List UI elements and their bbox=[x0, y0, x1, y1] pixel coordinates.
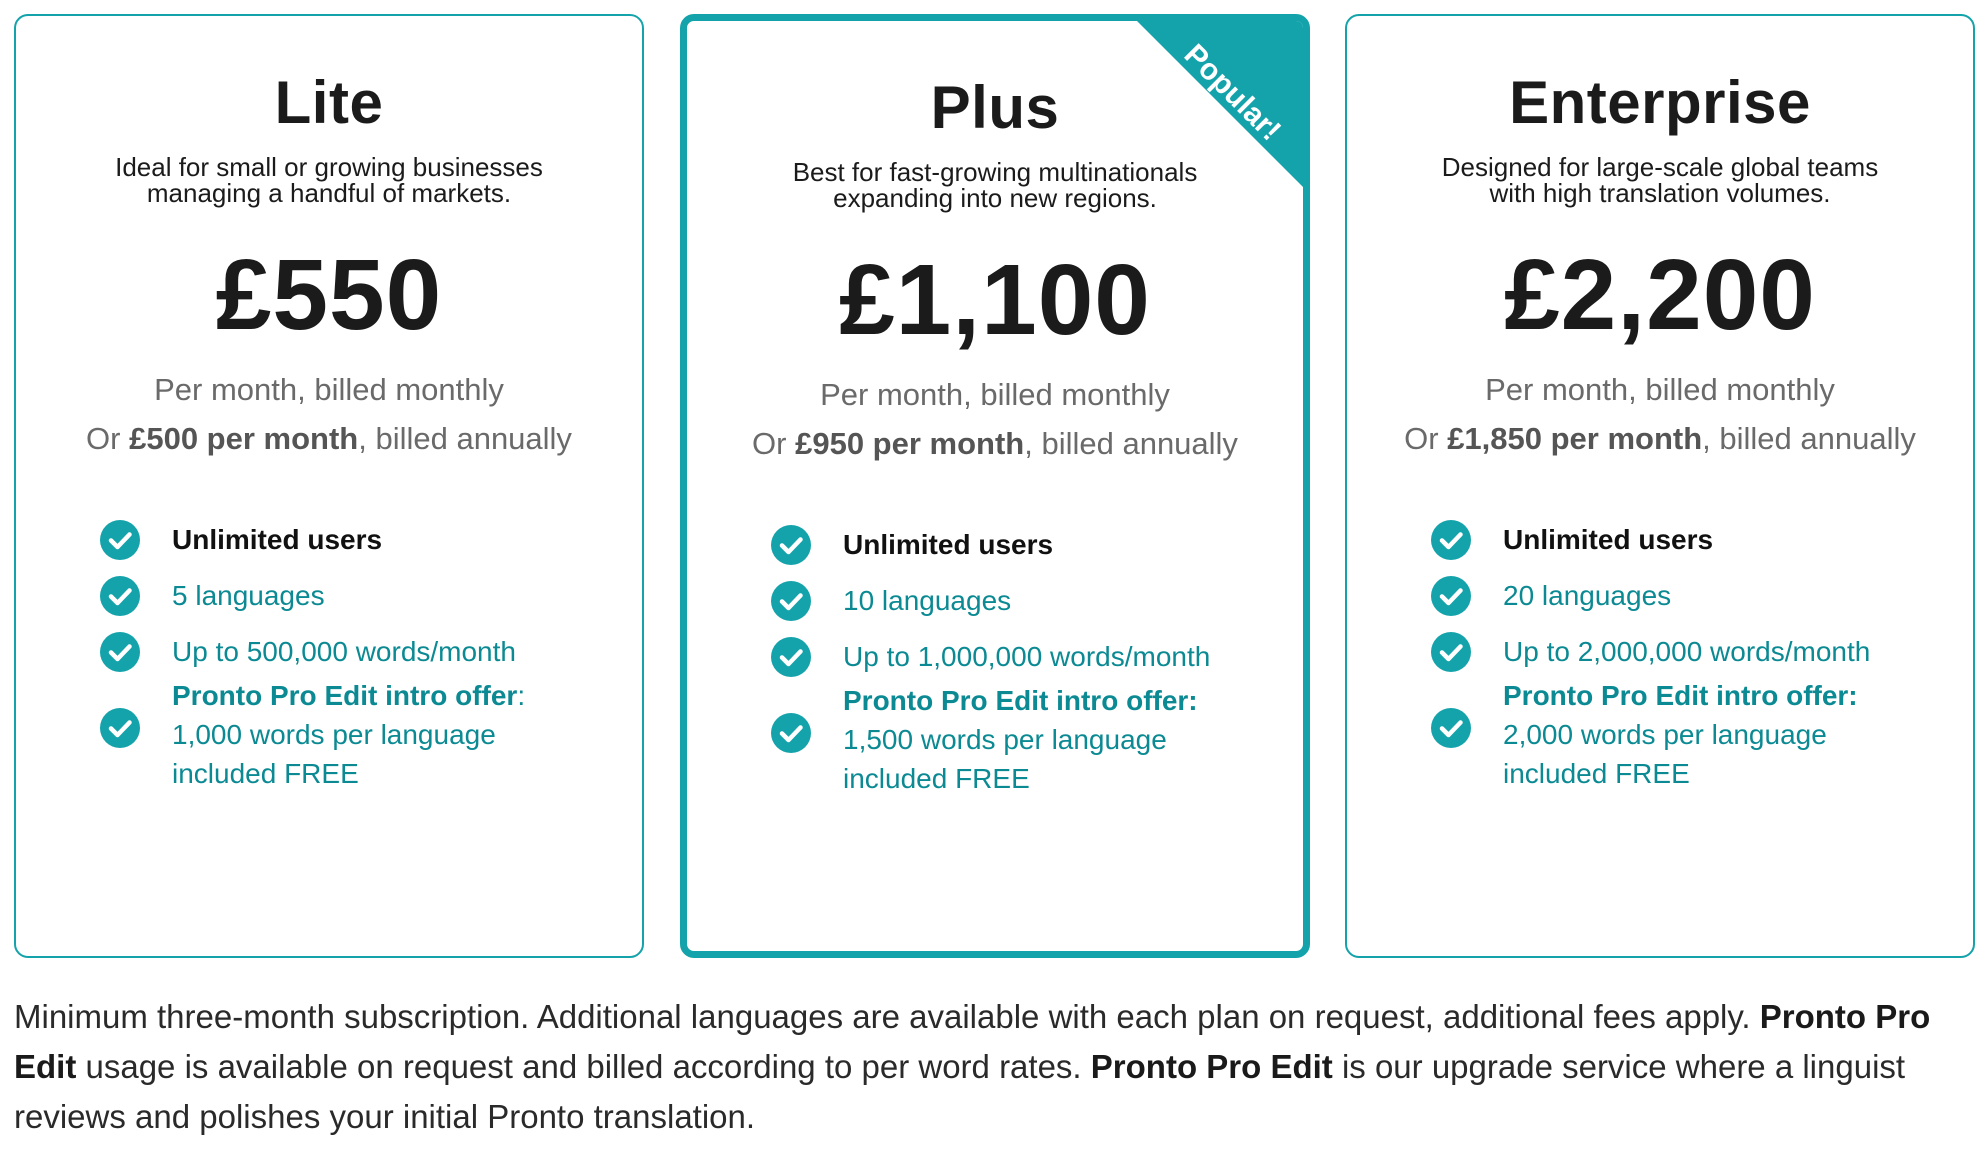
check-circle-icon bbox=[1431, 632, 1471, 672]
plan-description: Ideal for small or growing businesses managing a handful of markets. bbox=[115, 152, 543, 208]
plan-price: £550 bbox=[215, 239, 443, 351]
billing-annual-text: Or £950 per month, billed annually bbox=[752, 426, 1238, 461]
subscription-footnote: Minimum three-month subscription. Additional languages are available with each plan on request, additional fees apply. Pronto Pro Edit usage is available on request and billed according to per word rates. Pronto Pro Edit is our upgrade service where a linguist reviews and polishes your initial Pronto translation. bbox=[14, 998, 1931, 1135]
billing-monthly-text: Per month, billed monthly bbox=[820, 377, 1170, 412]
plan-card-lite: Lite Ideal for small or growing businesses managing a handful of markets. £550 Per month, billed monthly Or £500 per month, billed annually Unlimited users 5 languages Up to 500,000 words/month Pronto Pro Edit intro offer: 1,000 words per language included FREE bbox=[14, 14, 644, 958]
plan-card-enterprise: Enterprise Designed for large-scale global teams with high translation volumes. £2,200 Per month, billed monthly Or £1,850 per month, billed annually Unlimited users 20 languages Up to 2,000,000 words/month Pronto Pro Edit intro offer: 2,000 words per language included FREE bbox=[1345, 14, 1975, 958]
billing-monthly-text: Per month, billed monthly bbox=[154, 372, 504, 407]
plan-description: Best for fast-growing multinationals expanding into new regions. bbox=[792, 157, 1198, 213]
check-circle-icon bbox=[100, 520, 140, 560]
popular-badge-label: Popular! bbox=[1177, 37, 1288, 148]
check-circle-icon bbox=[1431, 520, 1471, 560]
plan-name: Enterprise bbox=[1509, 69, 1811, 136]
plan-price: £2,200 bbox=[1504, 239, 1816, 351]
check-circle-icon bbox=[771, 637, 811, 677]
plan-name: Lite bbox=[274, 69, 384, 136]
check-circle-icon bbox=[100, 632, 140, 672]
check-circle-icon bbox=[100, 708, 140, 748]
check-circle-icon bbox=[771, 525, 811, 565]
check-circle-icon bbox=[100, 576, 140, 616]
billing-monthly-text: Per month, billed monthly bbox=[1485, 372, 1835, 407]
popular-ribbon bbox=[1110, 14, 1310, 214]
billing-annual-text: Or £1,850 per month, billed annually bbox=[1404, 421, 1916, 456]
plan-description: Designed for large-scale global teams with high translation volumes. bbox=[1441, 152, 1879, 208]
plan-name: Plus bbox=[930, 74, 1060, 141]
check-circle-icon bbox=[771, 581, 811, 621]
check-circle-icon bbox=[771, 713, 811, 753]
check-circle-icon bbox=[1431, 708, 1471, 748]
plan-card-plus: Plus Best for fast-growing multinationals expanding into new regions. £1,100 Per month, billed monthly Or £950 per month, billed annually Unlimited users 10 languages Up to 1,000,000 words/month Pronto Pro Edit intro offer: 1,500 words per language included FREE Popular! bbox=[680, 14, 1310, 958]
billing-annual-text: Or £500 per month, billed annually bbox=[86, 421, 572, 456]
check-circle-icon bbox=[1431, 576, 1471, 616]
plan-price: £1,100 bbox=[839, 244, 1151, 356]
